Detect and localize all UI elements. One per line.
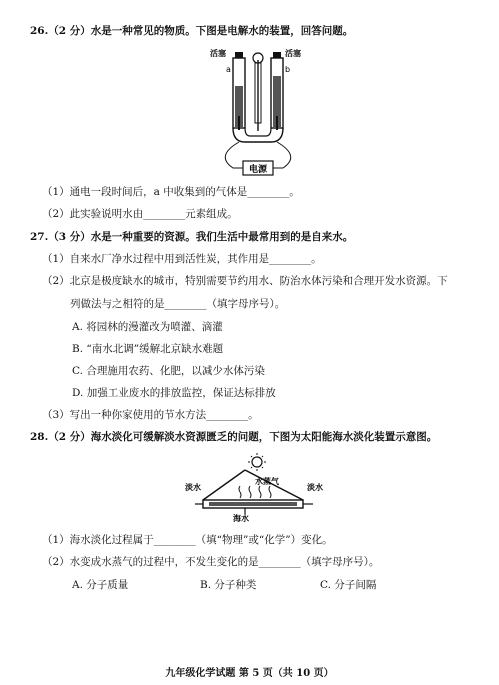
q27-option-d: D. 加强工业废水的排放监控，保证达标排放 <box>72 387 276 399</box>
q27-option-c: C. 合理施用农药、化肥，以减少水体污染 <box>72 365 265 377</box>
q27-part-2-line-1: （2）北京是极度缺水的城市，特别需要节约用水、防治水体污染和合理开发水资源。下 <box>42 275 448 287</box>
q26-part-1: （1）通电一段时间后，a 中收集到的气体是________。 <box>42 186 300 198</box>
q28-heading: 28.（2 分）海水淡化可缓解淡水资源匮乏的问题，下图为太阳能海水淡化装置示意图。 <box>30 431 438 443</box>
seawater-label: 海水 <box>233 514 249 522</box>
electrolysis-apparatus-figure <box>205 46 305 181</box>
q27-part-1: （1）自来水厂净水过程中用到活性炭，其作用是________。 <box>42 253 322 265</box>
tube-b-label: b <box>285 65 291 74</box>
page-footer: 九年级化学试题 第 5 页（共 10 页） <box>165 668 334 679</box>
q28-option-c: C. 分子间隔 <box>320 579 377 591</box>
q27-part-3: （3）写出一种你家使用的节水方法________。 <box>42 409 259 421</box>
q26-heading: 26.（2 分）水是一种常见的物质。下图是电解水的装置，回答问题。 <box>30 25 354 37</box>
left-stopcock-label: 活塞 <box>210 49 226 58</box>
q28-option-a: A. 分子质量 <box>72 579 129 591</box>
fresh-water-left-label: 淡水 <box>185 483 201 492</box>
q27-part-2-line-2: 列做法与之相符的是________（填字母序号）。 <box>70 298 286 310</box>
q27-option-b: B. “南水北调”缓解北京缺水难题 <box>72 343 224 355</box>
power-source-label: 电源 <box>248 165 268 175</box>
tube-a-label: a <box>226 65 231 74</box>
right-stopcock-label: 活塞 <box>285 49 301 58</box>
vapor-label: 水蒸气 <box>255 477 279 486</box>
q27-option-a: A. 将园林的漫灌改为喷灌、滴灌 <box>72 321 223 333</box>
q26-part-2: （2）此实验说明水由________元素组成。 <box>42 208 238 220</box>
fresh-water-right-label: 淡水 <box>307 483 323 492</box>
q28-part-2: （2）水变成水蒸气的过程中，不发生变化的是________（填字母序号）。 <box>42 556 380 568</box>
q27-heading: 27.（3 分）水是一种重要的资源。我们生活中最常用到的是自来水。 <box>30 231 354 243</box>
q28-part-1: （1）海水淡化过程属于________（填“物理”或“化学”）变化。 <box>42 534 333 546</box>
solar-desalination-figure <box>185 452 335 522</box>
q28-option-b: B. 分子种类 <box>200 579 257 591</box>
